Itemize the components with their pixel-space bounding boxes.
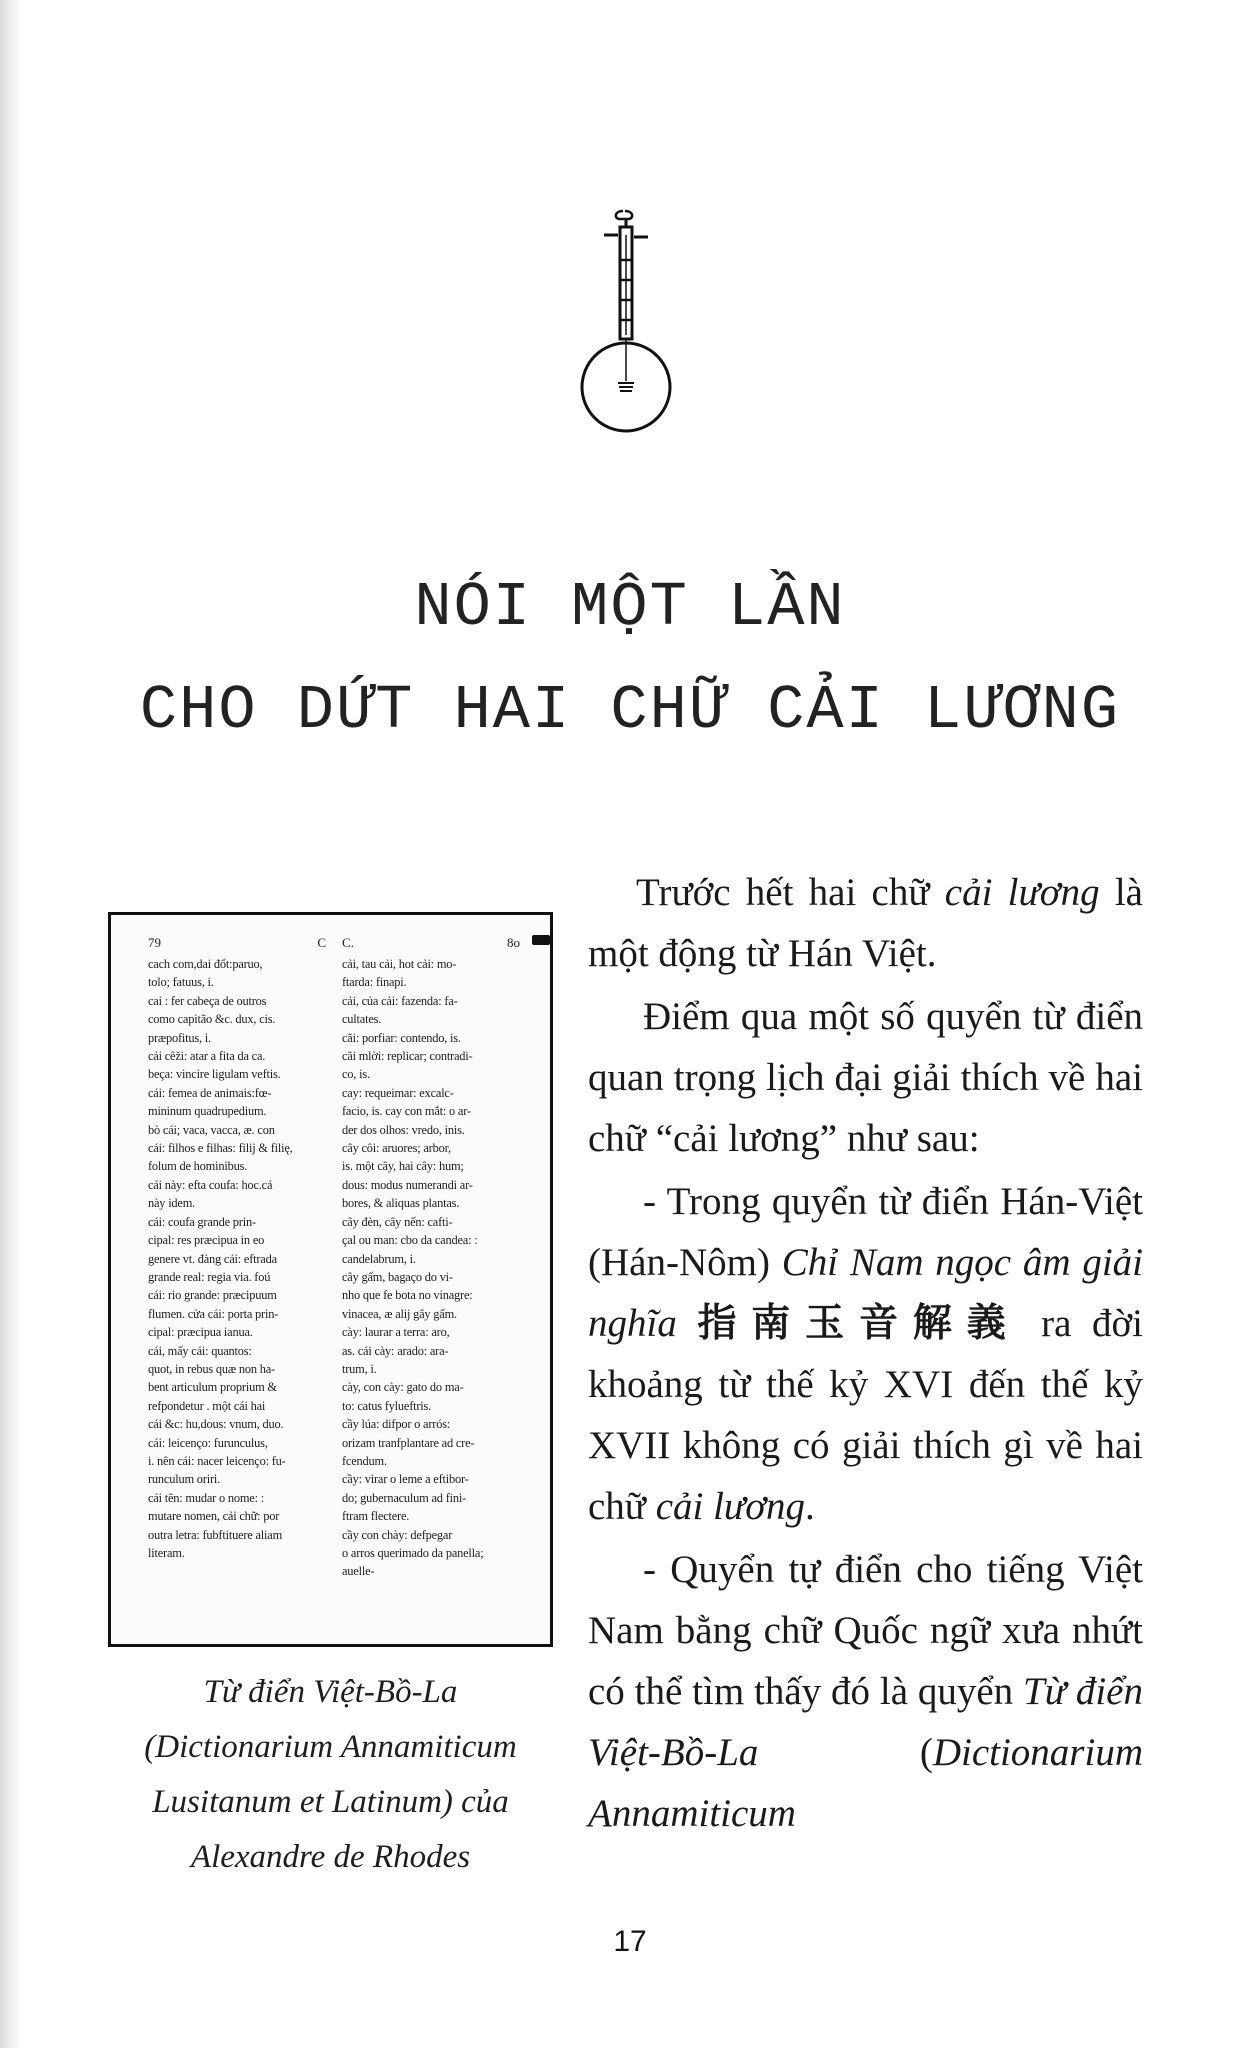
dictionary-entry-line: cach com,dai đốt:paruo, xyxy=(148,957,263,971)
dictionary-entry-line: der dos olhos: vredo, inis. xyxy=(342,1122,465,1137)
dictionary-entry-line: cây côi: aruores; arbor, xyxy=(342,1141,451,1156)
dictionary-entry-line: o arros querimado da panella; xyxy=(342,1546,484,1560)
dictionary-entry-line: cai : fer cabeça de outros xyxy=(148,993,267,1008)
italic-title: Từ điển Việt-Bồ-La xyxy=(588,1670,1143,1774)
dictionary-entry-line: cầy con chày: defpegar xyxy=(342,1527,453,1542)
dictionary-entry-line: bores, & aliquas plantas. xyxy=(342,1196,460,1211)
dictionary-entry-line: ftarda: finapi. xyxy=(342,975,407,990)
dictionary-entry-line: cái: coufa grande prin- xyxy=(148,1214,256,1229)
paragraph-4 xyxy=(588,1539,1143,1844)
dictionary-entry-line: trum, i. xyxy=(342,1361,377,1376)
dictionary-page-scan xyxy=(108,912,553,1647)
text-run: là một động từ Hán Việt. xyxy=(588,871,1143,975)
dictionary-entry-line: as. cái cày: arado: ara- xyxy=(342,1343,449,1358)
dictionary-entry-line: co, is. xyxy=(342,1067,370,1082)
paragraph-3 xyxy=(588,1171,1143,1537)
dictionary-entry-line: literam. xyxy=(148,1546,185,1560)
dictionary-entry-line: dous: modus numerandi ar- xyxy=(342,1177,473,1192)
scan-corner-mark xyxy=(532,935,550,945)
dictionary-entry-line: cải cêži: atar a fita da ca. xyxy=(148,1049,266,1064)
dictionary-entry-line: cái: rio grande: præcipuum xyxy=(148,1288,277,1303)
dictionary-column-left xyxy=(148,935,336,1562)
dictionary-left-lines xyxy=(148,955,336,1562)
dictionary-entry-line: grande real: regia via. foú xyxy=(148,1269,271,1284)
dictionary-entry-line: vinacea, æ alij gây gấm. xyxy=(342,1306,457,1321)
dictionary-entry-line: cãi mlời: replicar; contradi- xyxy=(342,1049,473,1064)
italic-term: cải lương xyxy=(655,1485,806,1528)
dictionary-entry-line: cái tên: mudar o nome: : xyxy=(148,1490,264,1505)
dictionary-entry-line: i. nên cái: nacer leicenço: fu- xyxy=(148,1453,286,1468)
dictionary-left-header xyxy=(148,935,336,951)
dictionary-letter-right: C. xyxy=(342,935,354,950)
dictionary-entry-line: outra letra: fubftituere aliam xyxy=(148,1527,283,1542)
dictionary-entry-line: cây gấm, bagaço do vi- xyxy=(342,1269,453,1284)
text-run: - Quyển tự điển cho tiếng Việt Nam bằng chữ Quốc ngữ xưa nhứt có thể tìm thấy đó là quyển xyxy=(588,1548,1143,1713)
text-run: ( xyxy=(758,1731,933,1774)
italic-title: Chỉ Nam ngọc âm giải nghĩa xyxy=(588,1241,1144,1345)
dictionary-entry-line: cải, tau cải, hot cải: mo- xyxy=(342,957,457,971)
text-run: ra đời khoảng từ thế kỷ XVI đến thế kỷ XVII không có giải thích gì về hai chữ xyxy=(588,1302,1143,1528)
dictionary-entry-line: cái này: efta coufa: hoc.cá xyxy=(148,1177,273,1192)
dictionary-entry-line: fcendum. xyxy=(342,1453,387,1468)
dictionary-right-header xyxy=(342,935,530,951)
dictionary-entry-line: cái, mấy cái: quantos: xyxy=(148,1343,252,1358)
dictionary-entry-line: folum de hominibus. xyxy=(148,1159,248,1174)
caption-line: Lusitanum et Latinum) của xyxy=(152,1784,509,1820)
dictionary-entry-line: cái: femea de animais:fœ- xyxy=(148,1085,272,1100)
dictionary-entry-line: cày: laurar a terra: aro, xyxy=(342,1325,450,1340)
dictionary-entry-line: cải, của cải: fazenda: fa- xyxy=(342,993,458,1008)
dictionary-entry-line: cái: filhos e filhas: filij & filię, xyxy=(148,1141,293,1156)
dictionary-column-right xyxy=(342,935,530,1581)
dictionary-entry-line: cipal: res præcipua in eo xyxy=(148,1233,265,1248)
page-number: 17 xyxy=(613,1925,647,1958)
dictionary-entry-line: do; gubernaculum ad fini- xyxy=(342,1490,467,1505)
dictionary-entry-line: flumen. cửa cái: porta prin- xyxy=(148,1306,279,1321)
dictionary-entry-line: to: catus fylueftris. xyxy=(342,1398,432,1413)
image-caption xyxy=(108,1665,553,1885)
text-run: . xyxy=(805,1485,815,1528)
italic-title: Dictionarium Annamiticum xyxy=(588,1731,1143,1835)
dictionary-entry-line: quot, in rebus quæ non ha- xyxy=(148,1361,275,1376)
caption-line: (Dictionarium Annamiticum xyxy=(144,1729,517,1765)
paragraph-2: Điểm qua một số quyển từ điển quan trọng lịch đại giải thích về hai chữ “cải lương” như sau: xyxy=(588,995,1143,1160)
dictionary-entry-line: mutare nomen, cải chữ: por xyxy=(148,1509,280,1524)
dictionary-entry-line: cãi: porfiar: contendo, is. xyxy=(342,1030,461,1045)
dictionary-entry-line: cay: requeimar: excalc- xyxy=(342,1085,454,1100)
dictionary-entry-line: præpofitus, i. xyxy=(148,1030,211,1045)
dictionary-entry-line: facio, is. cay con mắt: o ar- xyxy=(342,1104,471,1119)
dictionary-entry-line: cultates. xyxy=(342,1012,382,1027)
dictionary-entry-line: orizam tranfplantare ad cre- xyxy=(342,1435,475,1450)
dictionary-entry-line: cipal: præcipua ianua. xyxy=(148,1325,253,1340)
dictionary-entry-line: cây đèn, cây nến: cafti- xyxy=(342,1214,453,1229)
italic-term: cải lương xyxy=(944,871,1100,914)
dictionary-entry-line: cày, con cày: gato do ma- xyxy=(342,1380,464,1395)
dictionary-entry-line: genere vt. đàng cái: eftrada xyxy=(148,1251,277,1266)
dictionary-right-lines xyxy=(342,955,530,1581)
dictionary-entry-line: is. một cây, hai cây: hum; xyxy=(342,1159,464,1174)
caption-line: Từ điển Việt-Bồ-La xyxy=(203,1674,458,1710)
dictionary-entry-line: bò cái; vaca, vacca, æ. con xyxy=(148,1122,275,1137)
dictionary-entry-line: bent articulum proprium & xyxy=(148,1380,277,1395)
dictionary-entry-line: cầy: virar o leme a eftibor- xyxy=(342,1472,469,1487)
dictionary-entry-line: này idem. xyxy=(148,1196,196,1211)
dictionary-entry-line: beça: vincire ligulam veftis. xyxy=(148,1067,281,1082)
chapter-title-line-2: CHO DỨT HAI CHỮ CẢI LƯƠNG xyxy=(139,675,1121,746)
body-text xyxy=(588,862,1143,1846)
dictionary-entry-line: ftram flectere. xyxy=(342,1509,410,1524)
dictionary-entry-line: mininum quadrupedium. xyxy=(148,1104,267,1119)
chapter-title-line-1: NÓI MỘT LẦN xyxy=(414,572,846,643)
caption-line: Alexandre de Rhodes xyxy=(190,1839,471,1875)
dictionary-entry-line: cái: leicenço: furunculus, xyxy=(148,1435,268,1450)
dictionary-entry-line: nho que fe bota no vinagre: xyxy=(342,1288,473,1303)
dictionary-letter-left: C xyxy=(317,935,326,950)
dan-nguyet-lute-icon xyxy=(568,205,688,450)
page-edge-shadow xyxy=(0,0,22,2048)
han-characters: 指南玉音解義 xyxy=(697,1301,1021,1346)
dictionary-entry-line: refpondetur . một cái hai xyxy=(148,1398,266,1413)
paragraph-1 xyxy=(588,862,1143,984)
dictionary-entry-line: cái &c: hu,dous: vnum, duo. xyxy=(148,1417,284,1432)
dictionary-entry-line: como capitão &c. dux, cis. xyxy=(148,1012,276,1027)
dictionary-page-number-right: 8o xyxy=(507,935,520,950)
dictionary-page-number-left: 79 xyxy=(148,935,161,950)
dictionary-entry-line: candelabrum, i. xyxy=(342,1251,416,1266)
dictionary-entry-line: runculum oriri. xyxy=(148,1472,221,1487)
text-run: - Trong quyển từ điển Hán-Việt (Hán-Nôm) xyxy=(588,1180,1143,1284)
text-run: Trước hết hai chữ xyxy=(636,871,945,914)
dictionary-entry-line: çal ou man: cbo da candea: : xyxy=(342,1233,478,1248)
dictionary-entry-line: tolo; fatuus, i. xyxy=(148,975,214,990)
dictionary-entry-line: auelle- xyxy=(342,1564,375,1579)
dictionary-entry-line: cầy lúa: difpor o arrós: xyxy=(342,1417,451,1432)
